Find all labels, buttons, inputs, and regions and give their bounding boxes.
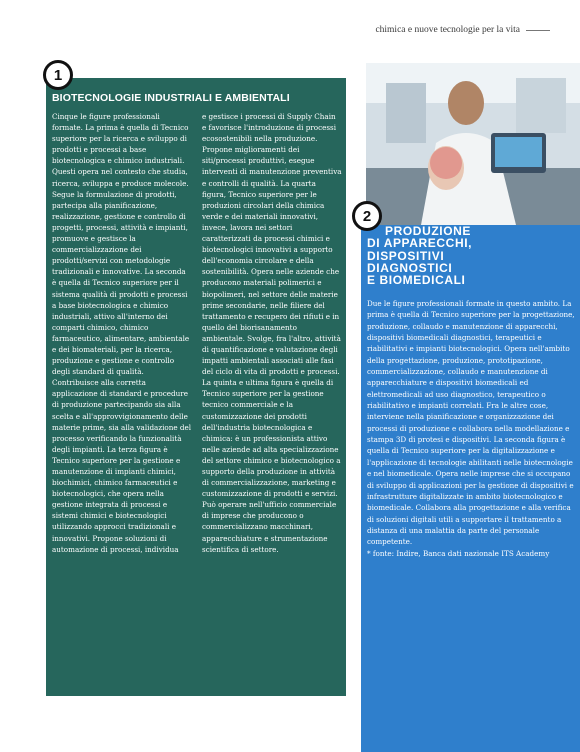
section-2-title-line: DI APPARECCHI, (367, 236, 473, 251)
section-1-title: BIOTECNOLOGIE INDUSTRIALI E AMBIENTALI (52, 92, 290, 104)
lab-photo (366, 63, 580, 225)
section-2-body: Due le figure professionali formate in questo ambito. La prima è quella di Tecnico superiore per la progettazione, produzione, collaudo e manutenzione di apparecchi, dispositivi biomedicali diagnostici, terapeutici e riabilitativi e impianti biotecnologici. Opera nell'ambito della progettazione, produzione, prototipazione, commercializzazione, collaudo e manutenzione di apparecchiature e dispositivi biomedicali ed elettromedicali ad uso diagnostico, terapeutico o riabilitativo e impianti correlati. Fra le altre cose, interviene nella pianificazione e organizzazione dei processi di produzione e collabora nella modellazione e stampa 3D di protesi e dispositivi. La seconda figura è quella di Tecnico superiore per la digitalizzazione e l'applicazione di tecnologie abilitanti nelle biotecnologie e nel biomedicale. Opera nelle imprese che si occupano di sviluppo di applicazioni per la gestione di dispositivi e infrastrutture digitalizzate in ambito biotecnologico e biomedicale. Collabora alla progettazione e alla verifica di soluzioni digitali utili a supportare il trattamento a distanza di una malattia da parte del personale competente. (367, 299, 575, 547)
section-2-footnote: * fonte: Indire, Banca dati nazionale ITS Academy (367, 548, 550, 558)
section-2-title-line: PRODUZIONE (385, 224, 472, 238)
running-header (375, 25, 550, 35)
section-2-title (367, 225, 572, 286)
section-2-title-line: DIAGNOSTICI (367, 260, 453, 275)
section-1-number-badge: 1 (43, 60, 73, 90)
section-1-column-1 (52, 111, 192, 555)
header-rule (526, 30, 550, 31)
lab-photo-illustration (366, 63, 580, 225)
section-1-columns (52, 111, 342, 555)
section-2-text (367, 298, 575, 559)
section-2-number-badge: 2 (352, 201, 382, 231)
section-2-panel (361, 225, 580, 752)
section-2-title-line: E BIOMEDICALI (367, 273, 466, 288)
section-1-column-2 (202, 111, 342, 555)
section-1-panel (46, 78, 346, 696)
section-1-col2-text: e gestisce i processi di Supply Chain e favorisce l'introduzione di processi ecosostenibili nella produzione. Propone miglioramenti dei siti/processi produttivi, esegue interventi di manutenzione preventiva e controlli di qualità. La quarta figura, Tecnico superiore per le produzioni circolari della chimica verde e dei materiali innovativi, invece, lavora nei settori caratterizzati da processi chimici e biotecnologici innovativi a supporto dell'economia circolare e della sostenibilità. Opera nelle aziende che producono materiali polimerici e biopolimeri, nel settore delle materie prime secondarie, nelle filiere del trattamento e recupero dei rifiuti e in quello del biorisanamento ambientale. Svolge, fra l'altro, attività di quantificazione e valutazione degli impatti ambientali associati alle fasi del ciclo di vita di prodotti e processi. La quinta e ultima figura è quella di Tecnico superiore per la gestione tecnico commerciale e la customizzazione dei prodotti dell'industria biotecnologica e chimica: è un professionista attivo nelle aziende ad alta specializzazione del settore chimico e biotecnologico a supporto della produzione in attività di commercializzazione, marketing e customizzazione di prodotti e servizi. Può operare nell'ufficio commerciale di imprese che producono o commercializzano macchinari, apparecchiature e strumentazione scientifica di settore. (202, 112, 342, 554)
running-title: chimica e nuove tecnologie per la vita (375, 25, 520, 35)
section-1-col1-text: Cinque le figure professionali formate. La prima è quella di Tecnico superiore per la ricerca e sviluppo di prodotti e processi a base biotecnologica e chimico industriali. Questi opera nel contesto che studia, ricerca, sviluppa e produce molecole. Segue la formulazione di prodotti, partecipa alla pianificazione, realizzazione, gestione e controllo di progetti, processi, attività e impianti, promuove e gestisce la commercializzazione dei prodotti/servizi con metodologie tradizionali e innovative. La seconda è quella di Tecnico superiore per il sistema qualità di prodotti e processi a base biotecnologica e chimico industriali, attivo all'interno dei comparti chimico, chimico farmaceutico, alimentare, ambientale e dei biomateriali, per la ricerca, produzione e gestione e controllo degli standard di qualità. Contribuisce alla corretta applicazione di standard e procedure di produzione partecipando sia alla scelta e all'approvvigionamento delle materie prime, sia alla validazione del processo verificando la funzionalità degli impianti. La terza figura è Tecnico superiore per la gestione e manutenzione di impianti chimici, biochimici, chimico farmaceutici e biotecnologici, che opera nella gestione integrata di processi e sistemi chimici e biotecnologici utilizzando approcci tradizionali e innovativi. Propone soluzioni di automazione di processi, individua (52, 112, 192, 554)
section-2-title-line: DISPOSITIVI (367, 248, 445, 263)
